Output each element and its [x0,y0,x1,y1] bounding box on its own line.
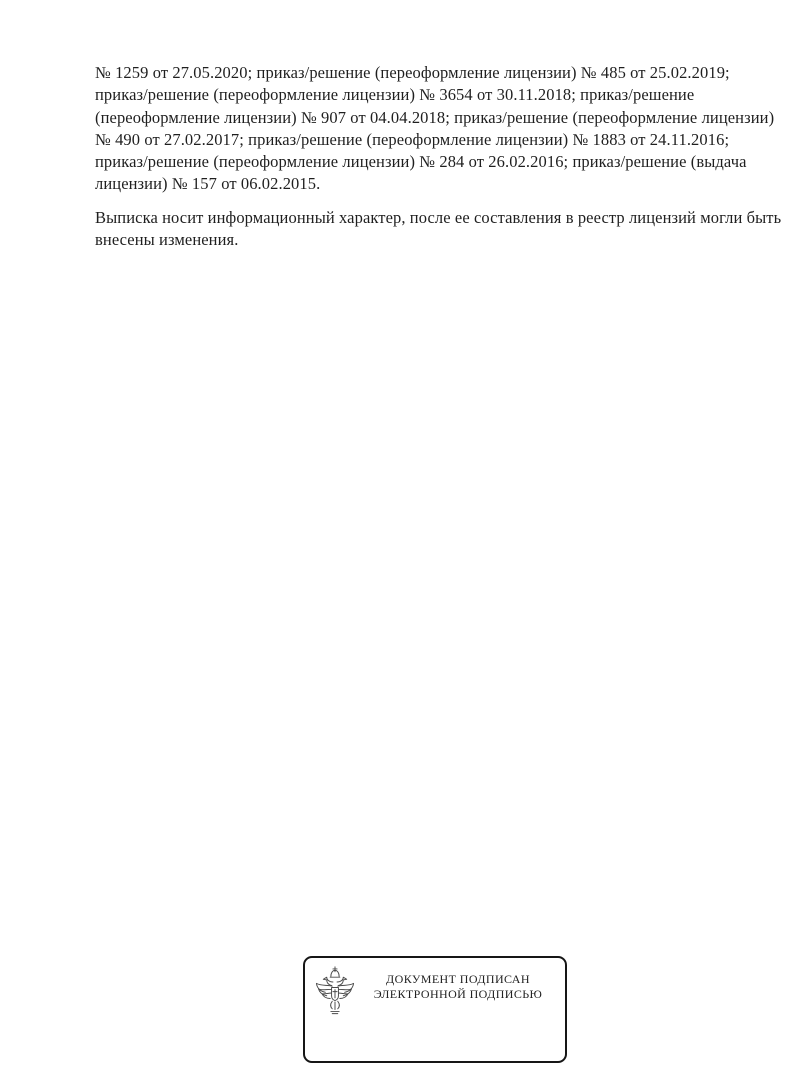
orders-paragraph [95,62,774,196]
orders-line: № 490 от 27.02.2017; приказ/решение (переоформление лицензии) № 1883 от 24.11.2016; [95,129,730,149]
note-line: Выписка носит информационный характер, после ее составления в реестр лицензий могли быть [95,208,782,227]
stamp-caption-line1: ДОКУМЕНТ ПОДПИСАН [386,972,530,986]
orders-line: (переоформление лицензии) № 907 от 04.04.2018; приказ/решение (переоформление лицензии) [95,107,775,127]
orders-line: № 1259 от 27.05.2020; приказ/решение (переоформление лицензии) № 485 от 25.02.2019; [95,63,730,82]
stamp-caption [357,972,559,1002]
note-line: внесены изменения. [95,230,239,250]
electronic-signature-stamp [303,956,567,1063]
orders-line: приказ/решение (переоформление лицензии) № 284 от 26.02.2016; приказ/решение (выдача [95,152,747,172]
orders-line: лицензии) № 157 от 06.02.2015. [95,174,321,194]
note-paragraph [95,207,781,252]
double-headed-eagle-icon [313,964,357,1022]
stamp-caption-line2: ЭЛЕКТРОННОЙ ПОДПИСЬЮ [373,987,543,1001]
orders-line: приказ/решение (переоформление лицензии) № 3654 от 30.11.2018; приказ/решение [95,85,695,105]
